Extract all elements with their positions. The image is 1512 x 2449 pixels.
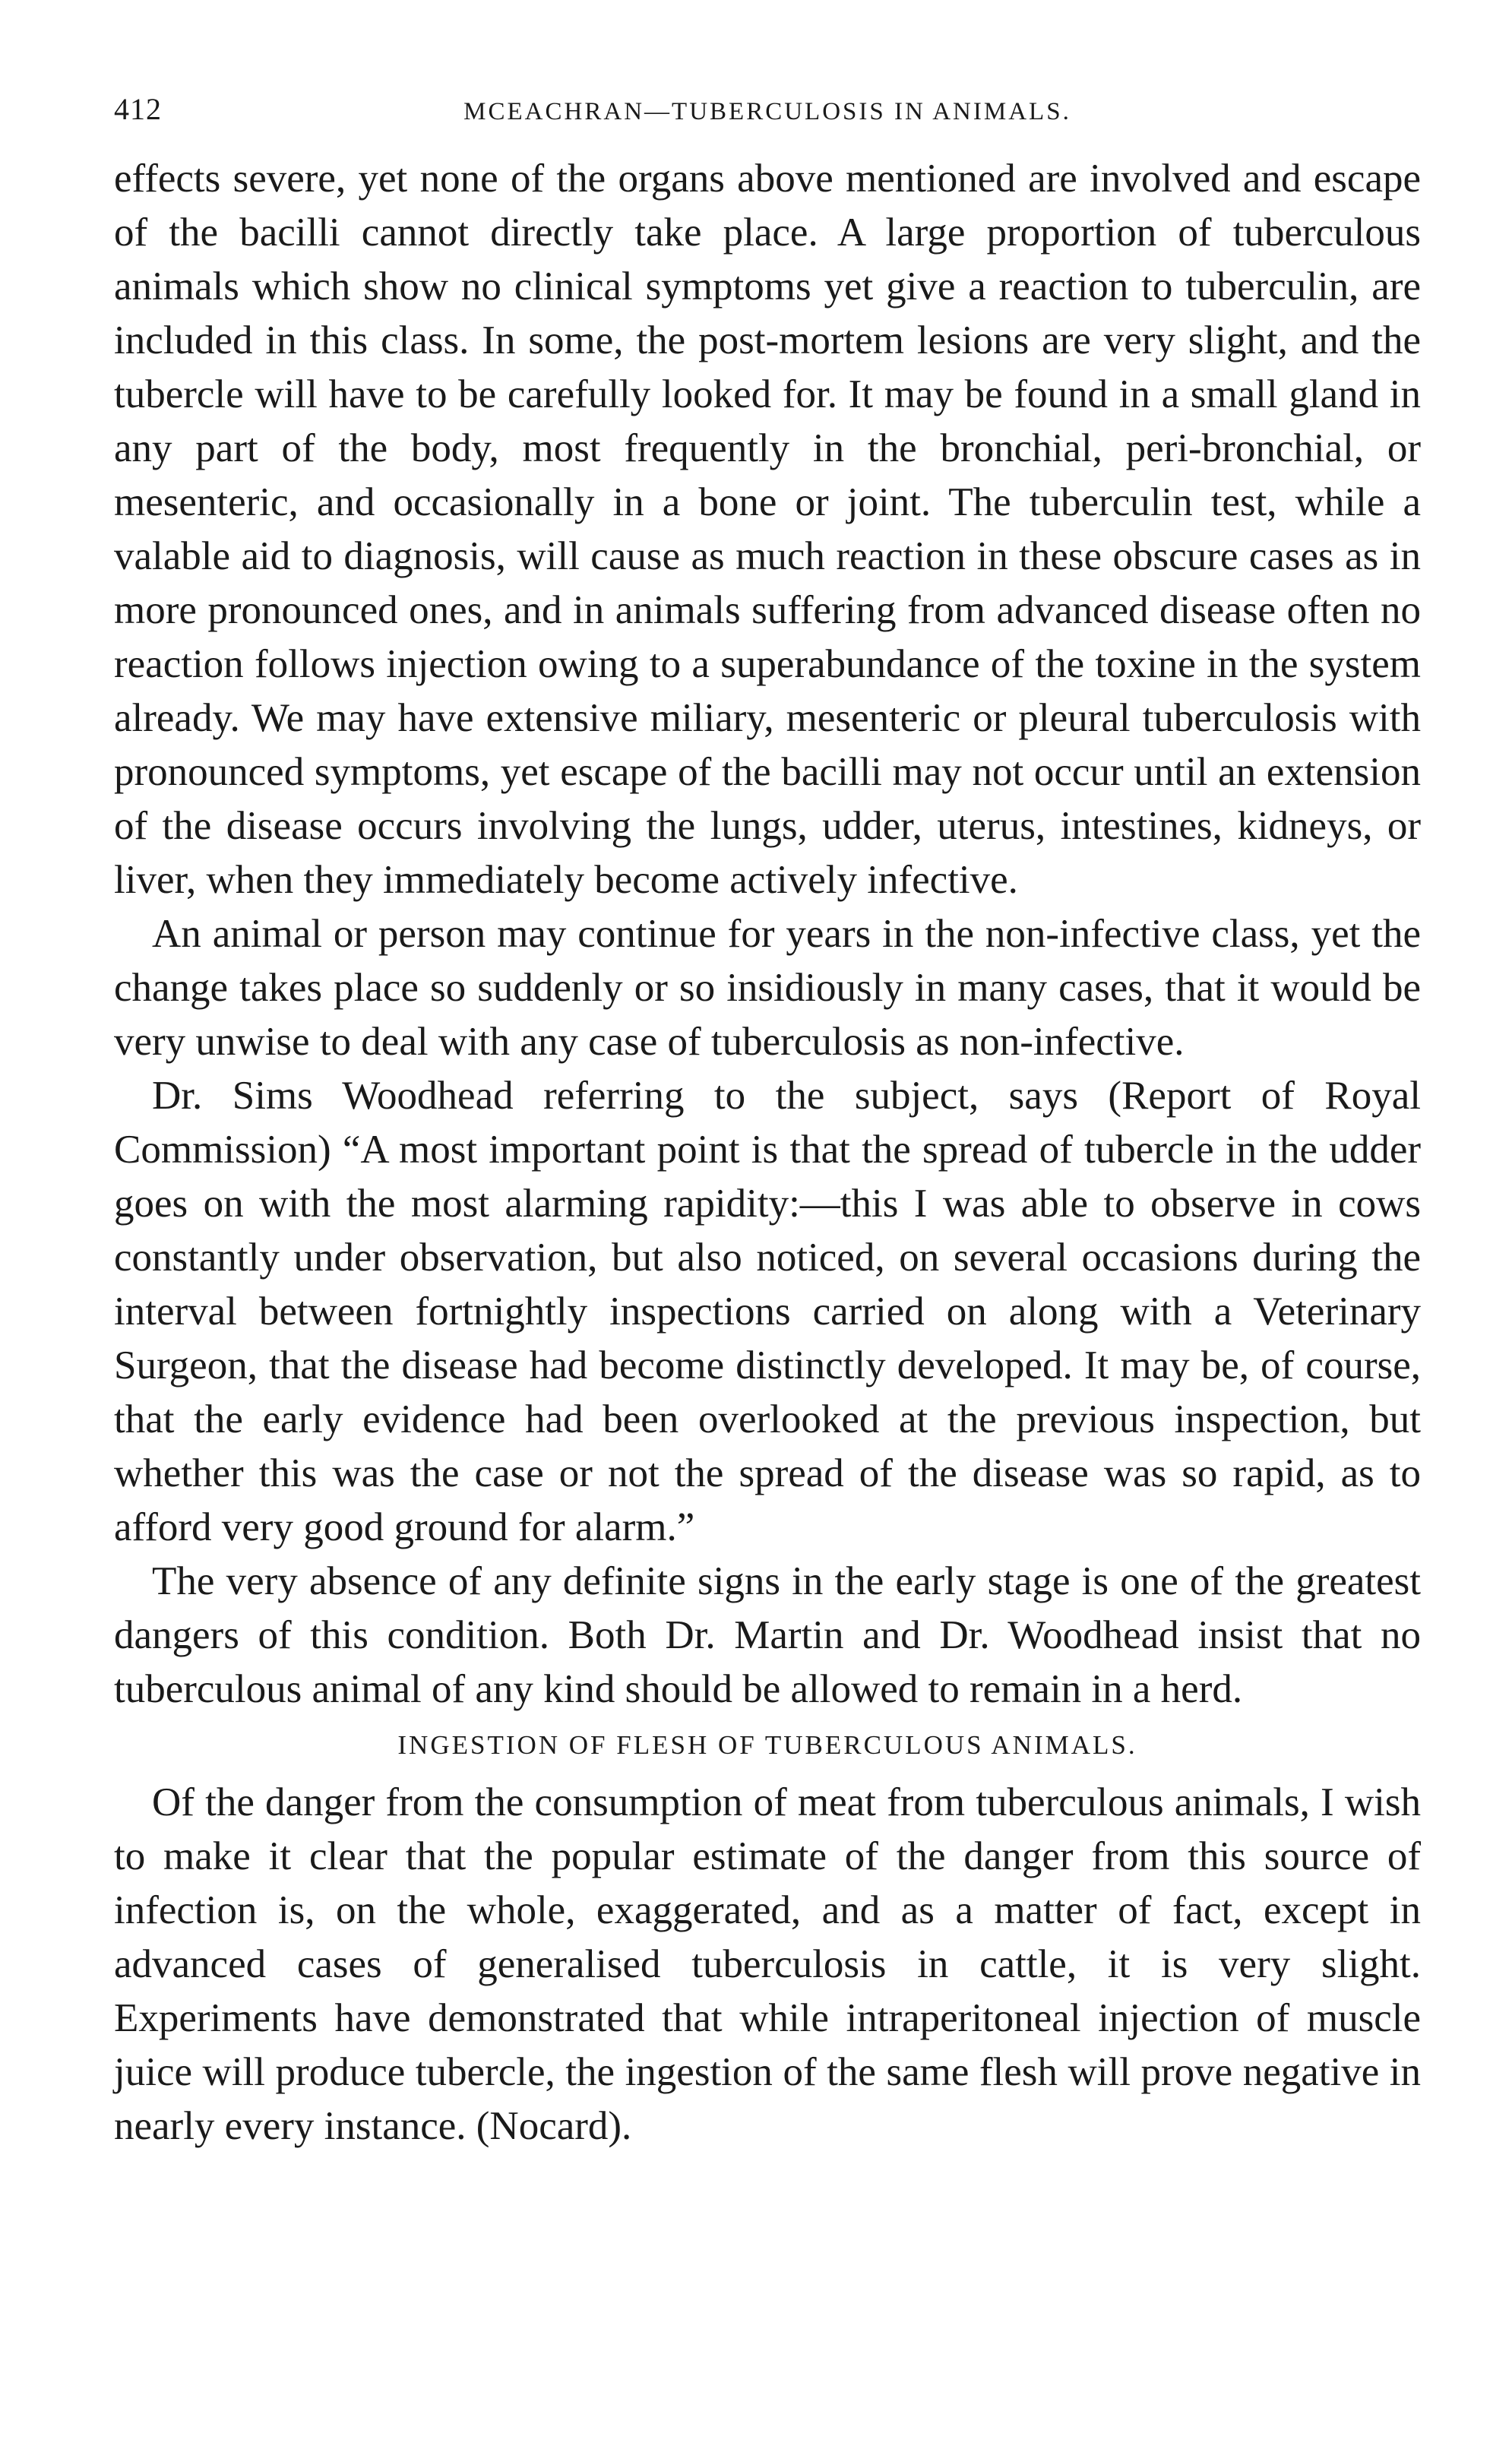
section-heading: INGESTION OF FLESH OF TUBERCULOUS ANIMALS. <box>397 1730 1137 1760</box>
paragraph-1: effects severe, yet none of the organs above mentioned are involved and escape of the bacilli cannot directly take place. A large proportion of tuberculous animals which show no clinical symptoms yet give a reaction to tuberculin, are included in this class. In some, the post-mortem lesions are very slight, and the tubercle will have to be carefully looked for. It may be found in a small gland in any part of the body, most frequently in the bronchial, peri-bronchial, or mesenteric, and occasionally in a bone or joint. The tuberculin test, while a valable aid to diagnosis, will cause as much reaction in these obscure cases as in more pronounced ones, and in animals suffering from advanced disease often no reaction follows injection owing to a superabundance of the toxine in the system already. We may have extensive miliary, mesenteric or pleural tuberculosis with pronounced symptoms, yet escape of the bacilli may not occur until an extension of the disease occurs involving the lungs, udder, uterus, intestines, kidneys, or liver, when they immediately become actively infective. <box>114 157 1421 902</box>
document-page <box>114 91 1421 2153</box>
paragraph-2: An animal or person may continue for years in the non-infective class, yet the change takes place so suddenly or so insidiously in many cases, that it would be very unwise to deal with any case of tuberculosis as non-infective. <box>114 912 1421 1064</box>
paragraph-5: Of the danger from the consumption of meat from tuberculous animals, I wish to make it clear that the popular estimate of the danger from this source of infection is, on the whole, exaggerated, and as a matter of fact, except in advanced cases of generalised tuberculosis in cattle, it is very slight. Experiments have demonstrated that while intraperitoneal injection of muscle juice will produce tubercle, the ingestion of the same flesh will prove negative in nearly every instance. (Nocard). <box>114 1780 1421 2148</box>
paragraph-3: Dr. Sims Woodhead referring to the subject, says (Report of Royal Commission) “A most important point is that the spread of tubercle in the udder goes on with the most alarming rapidity:—this I was able to observe in cows constantly under observation, but also noticed, on several occasions during the interval between fortnightly inspections carried on along with a Veterinary Surgeon, that the disease had become distinctly developed. It may be, of course, that the early evidence had been overlooked at the previous inspection, but whether this was the case or not the spread of the disease was so rapid, as to afford very good ground for alarm.” <box>114 1074 1421 1549</box>
running-title: MCEACHRAN—TUBERCULOSIS IN ANIMALS. <box>463 98 1071 125</box>
running-header <box>114 91 1421 152</box>
page-number: 412 <box>114 92 162 126</box>
paragraph-4: The very absence of any definite signs in the early stage is one of the greatest dangers of this condition. Both Dr. Martin and Dr. Woodhead insist that no tuberculous animal of any kind should be allowed to remain in a herd. <box>114 1559 1421 1711</box>
